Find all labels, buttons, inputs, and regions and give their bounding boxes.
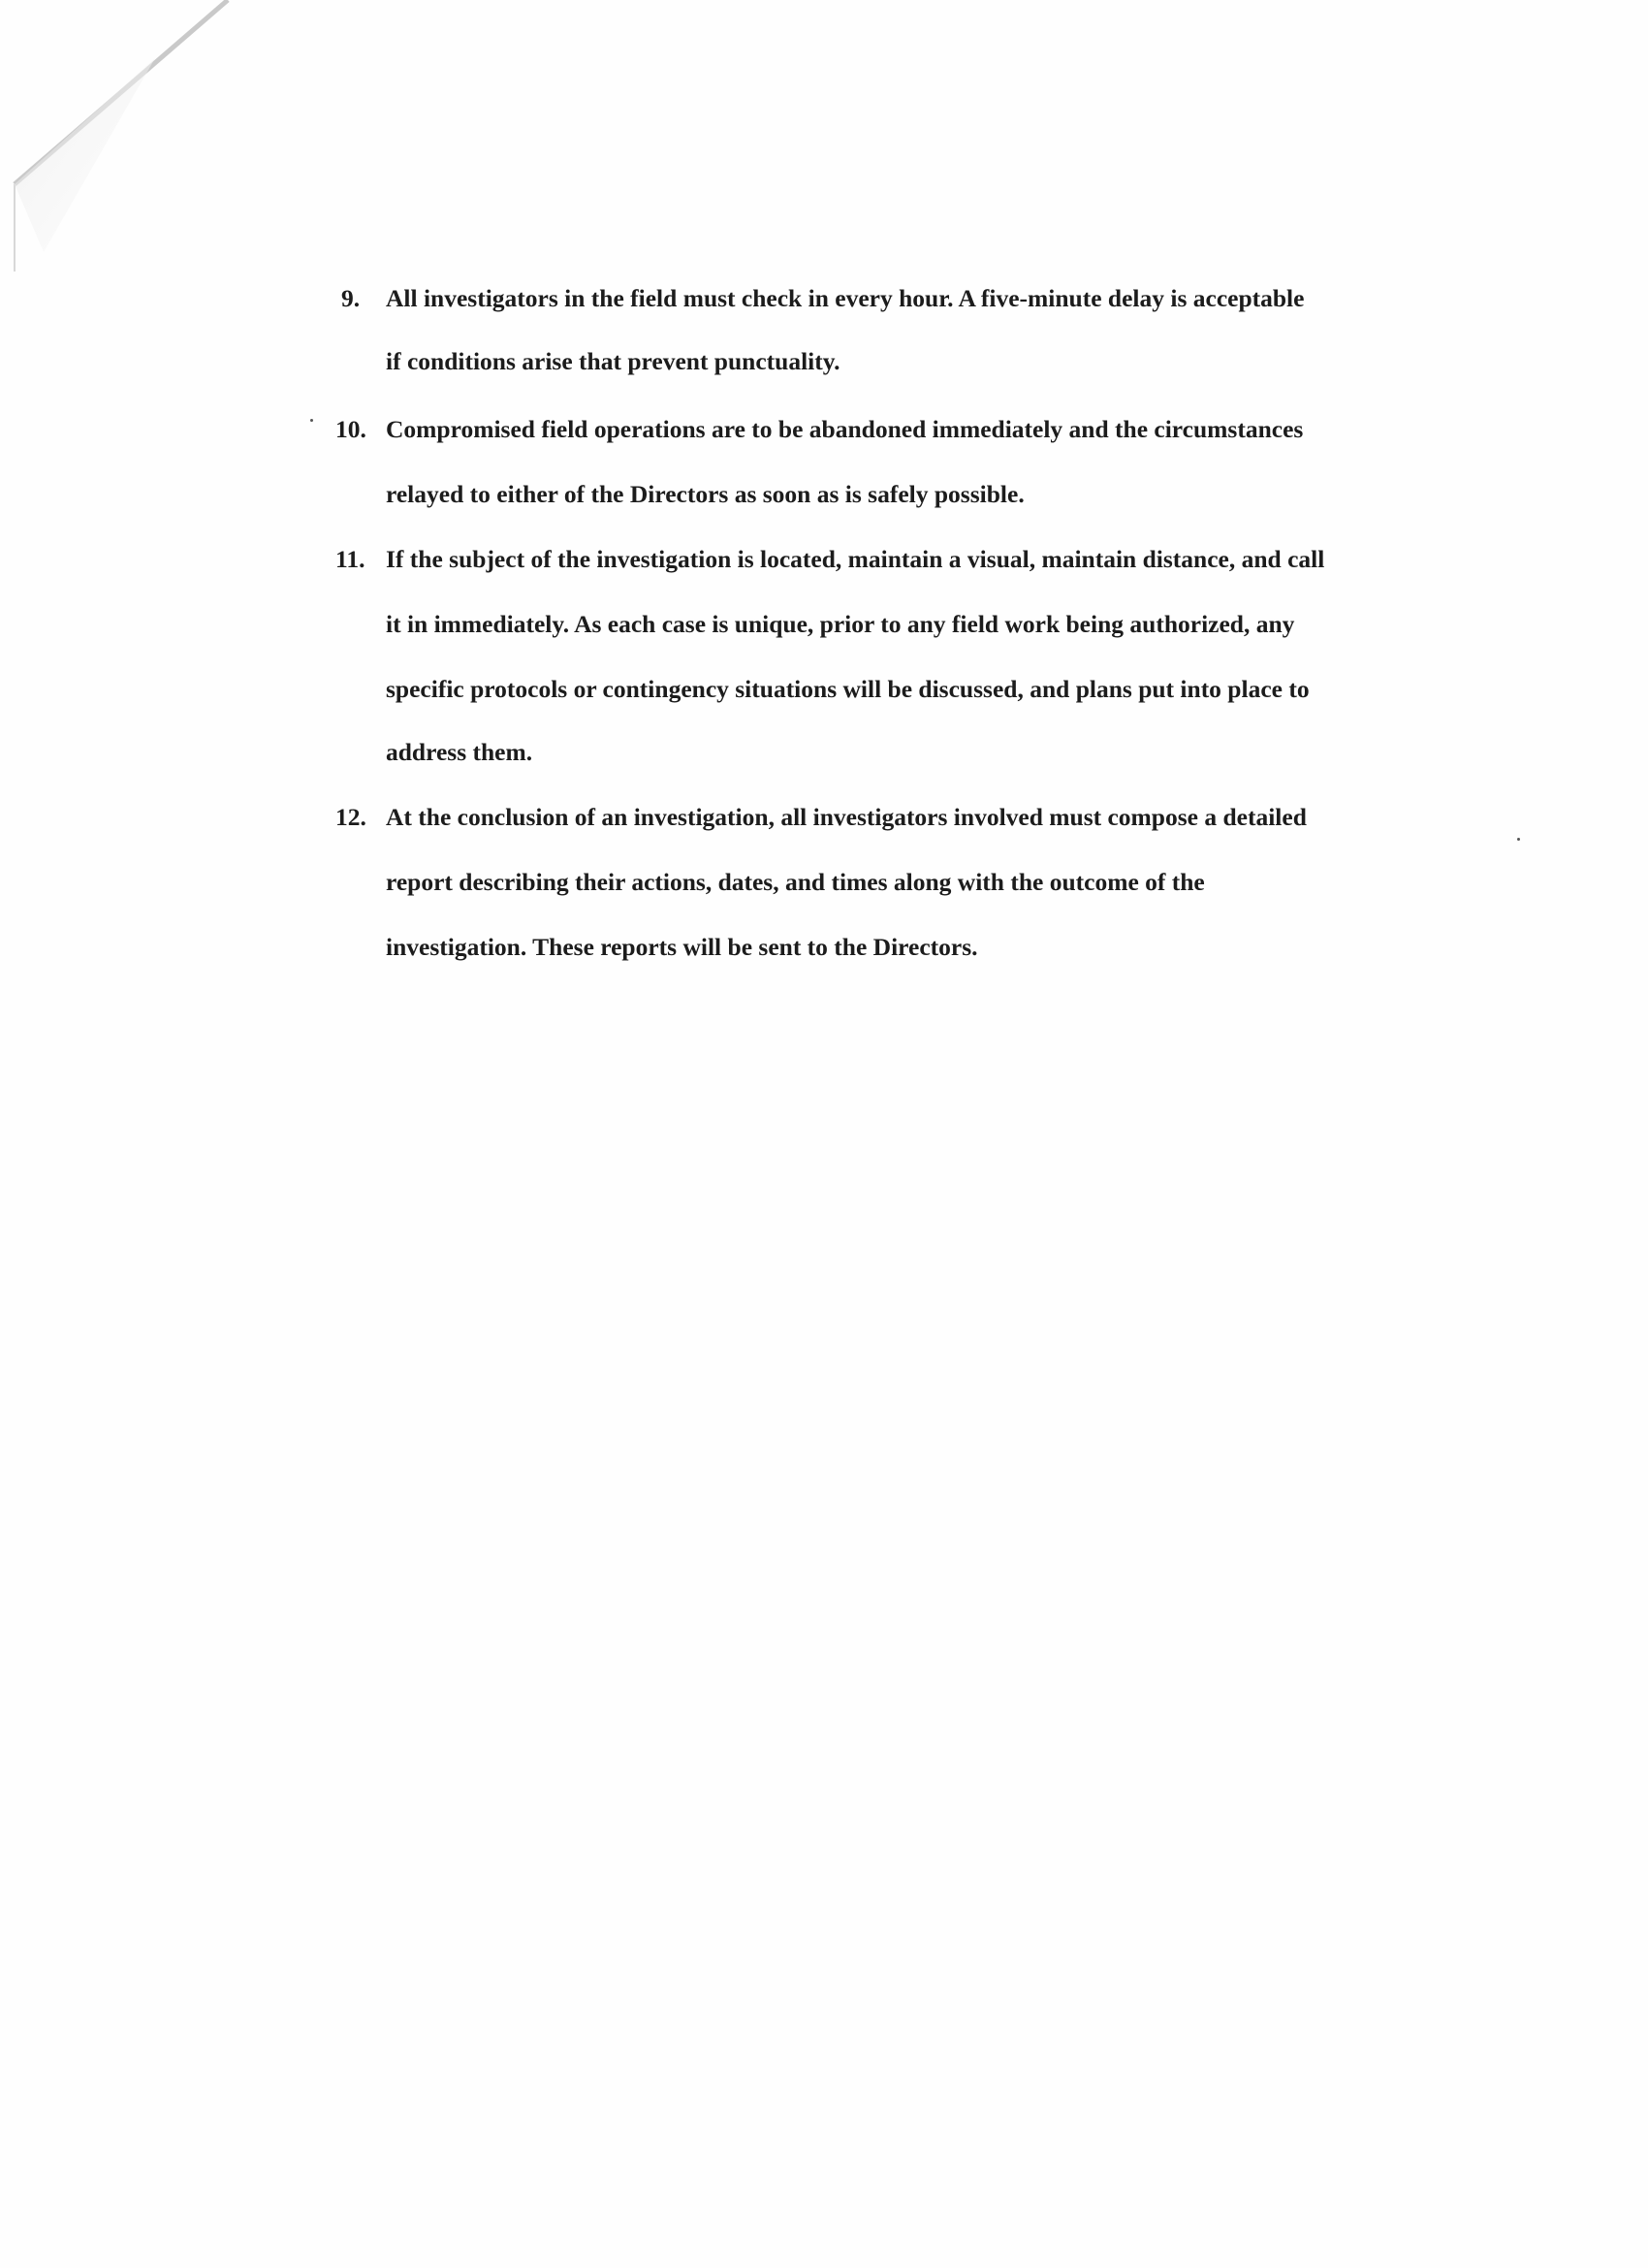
item-line: All investigators in the field must check in every hour. A five-minute delay is acceptable [386, 284, 1305, 312]
item-line: If the subject of the investigation is located, maintain a visual, maintain distance, and call [386, 545, 1325, 573]
item-line: address them. [386, 738, 533, 766]
page-curl-corner [0, 0, 252, 272]
scan-speck [1517, 838, 1520, 841]
item-number: 10. [335, 415, 366, 443]
item-line: Compromised field operations are to be abandoned immediately and the circumstances [386, 415, 1304, 443]
item-line: relayed to either of the Directors as soon as is safely possible. [386, 480, 1025, 508]
item-line: At the conclusion of an investigation, all investigators involved must compose a detailed [386, 803, 1307, 831]
item-line: investigation. These reports will be sent to the Directors. [386, 933, 978, 961]
scan-speck [310, 419, 313, 422]
item-number: 12. [335, 803, 366, 831]
item-number: 11. [335, 545, 365, 573]
item-line: it in immediately. As each case is unique, prior to any field work being authorized, any [386, 610, 1295, 638]
item-line: if conditions arise that prevent punctuality. [386, 347, 840, 375]
item-number: 9. [341, 284, 361, 312]
item-line: report describing their actions, dates, and times along with the outcome of the [386, 868, 1205, 896]
item-line: specific protocols or contingency situations will be discussed, and plans put into place to [386, 675, 1310, 703]
